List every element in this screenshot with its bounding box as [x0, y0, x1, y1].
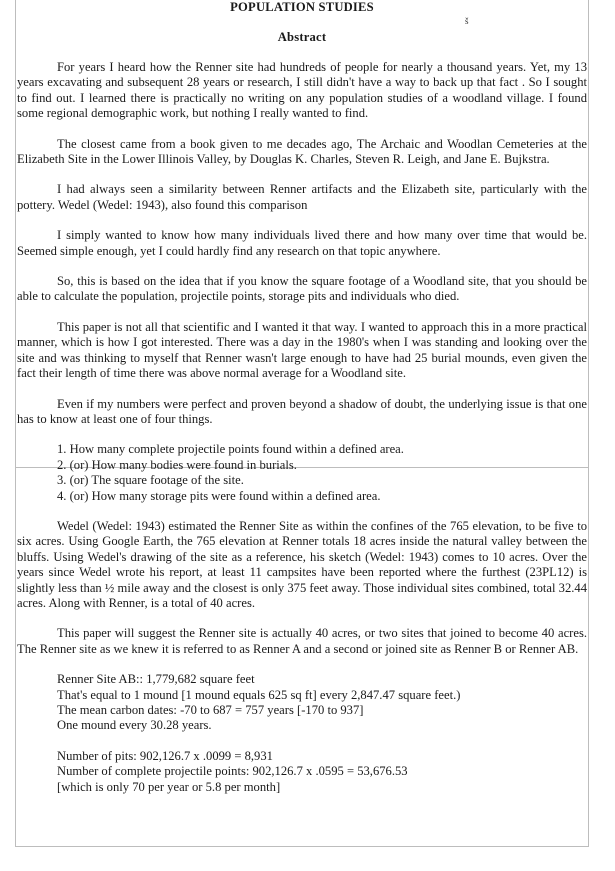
list-item: 3. (or) The square footage of the site.: [57, 473, 244, 488]
paragraph-2: The closest came from a book given to me decades ago, The Archaic and Woodlan Cemeteries at the Elizabeth Site in the Lower Illinois Valley, by Douglas K. Charles, Steven R. Leigh, and Jane E. Bujkstra.: [17, 136, 587, 167]
list-item: 2. (or) How many bodies were found in burials.: [57, 457, 297, 472]
paragraph-4: I simply wanted to know how many individuals lived there and how many over time that would be. Seemed simple enough, yet I could hardly find any research on that topic anywhere.: [17, 228, 587, 258]
calc-line: [which is only 70 per year or 5.8 per month]: [57, 779, 281, 794]
document-title: POPULATION STUDIES: [230, 0, 374, 14]
list-item: 1. How many complete projectile points found within a defined area.: [57, 442, 404, 457]
calc-line: One mound every 30.28 years.: [57, 718, 212, 733]
paragraph-3: I had always seen a similarity between Renner artifacts and the Elizabeth site, particularly with the pottery. Wedel (Wedel: 1943), also found this comparison: [17, 182, 587, 212]
paragraph-7: Even if my numbers were perfect and proven beyond a shadow of doubt, the underlying issue is that one has to know at least one of four things.: [17, 396, 587, 426]
paragraph-8: Wedel (Wedel: 1943) estimated the Renner Site as within the confines of the 765 elevation, to be five to six acres. Using Google Earth, the 765 elevation at Renner totals 18 acres inside the natural valley between the bluffs. Using Wedel's drawing of the site as a reference, his sketch (Wedel: 1943) comes to 10 acres. Over the years since Wedel wrote his report, at least 11 campsites have been reported where the furthest (23PL12) is slightly less than ½ mile away and the closest is only 375 feet away. Those individual sites combined, total 32.44 acres. Along with Renner, is a total of 40 acres.: [17, 518, 587, 610]
paragraph-1: For years I heard how the Renner site had hundreds of people for nearly a thousand years. Yet, my 13 years excavating and subsequent 28 years or research, I still didn't have a way to back up that fact . So I sought to find out. I learned there is practically no writing on any population studies of a woodland village. I found some regional demographic work, but nothing I really wanted to find.: [17, 60, 587, 121]
list-item: 4. (or) How many storage pits were found within a defined area.: [57, 488, 381, 503]
corner-mark: š: [465, 16, 469, 26]
paragraph-9: This paper will suggest the Renner site is actually 40 acres, or two sites that joined to become 40 acres. The Renner site as we knew it is referred to as Renner A and a second or joined site as Renner B or Renner AB.: [17, 626, 587, 656]
calc-line: Renner Site AB:: 1,779,682 square feet: [57, 672, 255, 687]
calc-block-site: [17, 672, 587, 734]
document-body: [17, 0, 587, 795]
numbered-list: [17, 442, 587, 504]
paragraph-5: So, this is based on the idea that if you know the square footage of a Woodland site, that you should be able to calculate the population, projectile points, storage pits and individuals who died.: [17, 274, 587, 304]
calc-line: Number of complete projectile points: 902,126.7 x .0595 = 53,676.53: [57, 764, 408, 779]
calc-line: The mean carbon dates: -70 to 687 = 757 years [-170 to 937]: [57, 703, 364, 717]
calc-line: Number of pits: 902,126.7 x .0099 = 8,931: [57, 748, 273, 763]
calc-line: That's equal to 1 mound [1 mound equals 625 sq ft] every 2,847.47 square feet.): [57, 687, 461, 702]
paragraph-6: This paper is not all that scientific and I wanted it that way. I wanted to approach this in a more practical manner, which is how I got interested. There was a day in the 1980's when I was standing and looking over the site and was thinking to myself that Renner wasn't large enough to have had 25 burial mounds, even given the fact their length of time there was above normal average for a Woodland site.: [17, 319, 587, 381]
calc-block-counts: [17, 749, 587, 795]
document-subtitle: Abstract: [277, 30, 327, 44]
